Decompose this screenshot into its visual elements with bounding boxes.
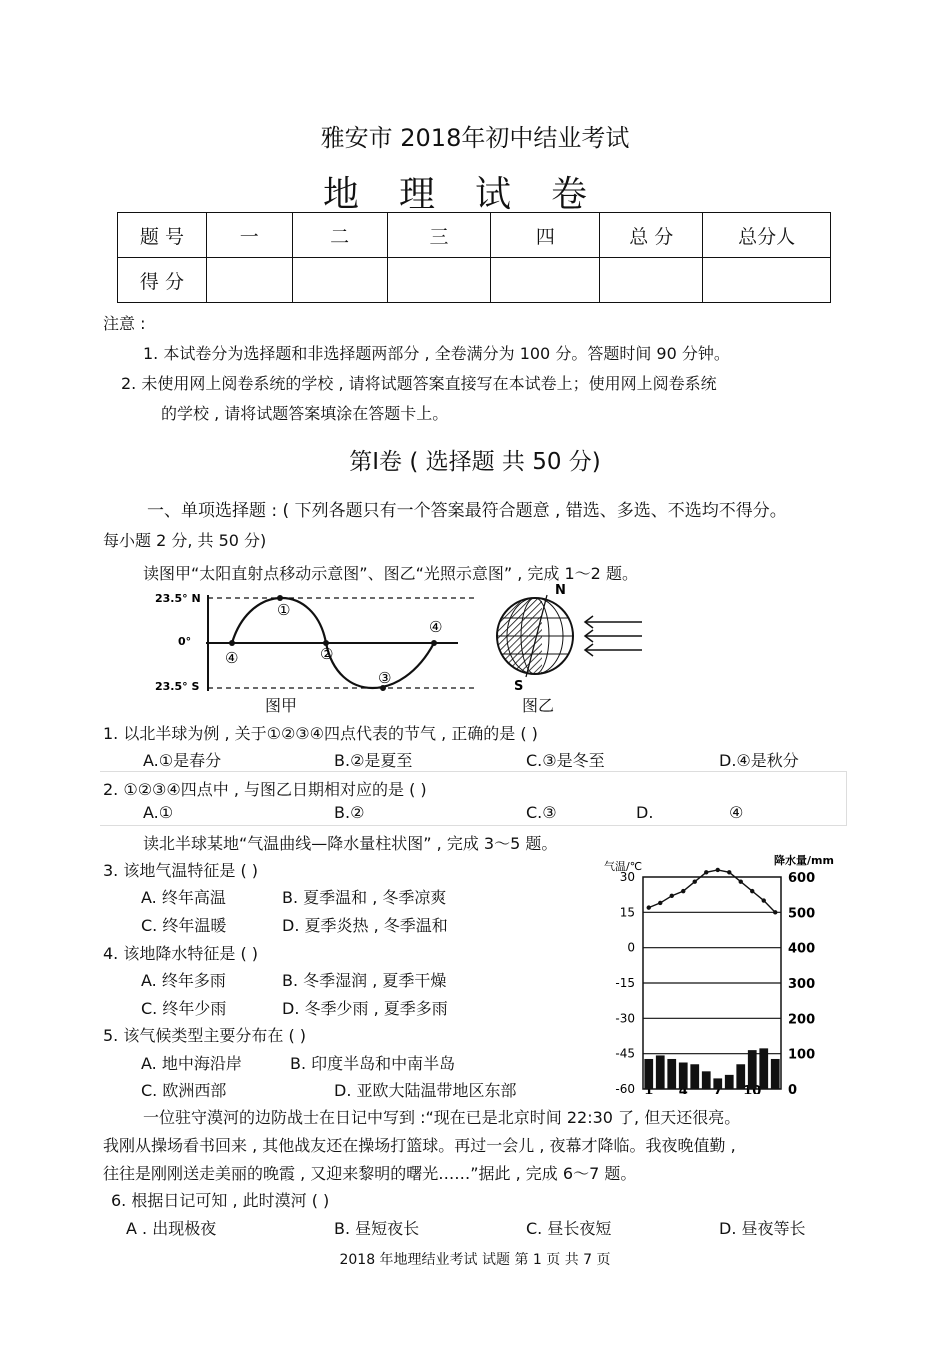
q3-stem: 3. 该地气温特征是 ( ): [103, 861, 259, 880]
precipitation-bar: [771, 1059, 780, 1089]
temperature-point: [773, 910, 777, 914]
intro-q1-2: 读图甲“太阳直射点移动示意图”、图乙“光照示意图” , 完成 1～2 题。: [143, 564, 638, 583]
q4-option-b[interactable]: B. 冬季湿润 , 夏季干燥: [282, 971, 447, 990]
score-header-part4: 四: [491, 213, 600, 258]
q6-option-b[interactable]: B. 昼短夜长: [334, 1219, 420, 1238]
score-cell[interactable]: [703, 258, 831, 303]
q4-option-c[interactable]: C. 终年少雨: [141, 999, 227, 1018]
marker-2: ②: [320, 645, 334, 663]
q6-option-a[interactable]: A . 出现极夜: [126, 1219, 217, 1238]
climate-chart: [596, 848, 848, 1094]
score-header-grader: 总分人: [703, 213, 831, 258]
label-south-pole: S: [514, 679, 524, 694]
marker-3: ③: [378, 669, 392, 687]
precipitation-bar: [702, 1071, 711, 1089]
passage-line-1: 一位驻守漠河的边防战士在日记中写到 :“现在已是北京时间 22:30 了, 但天还很亮。: [143, 1108, 741, 1127]
temperature-point: [750, 889, 754, 893]
q2-option-d-value: ④: [729, 803, 744, 822]
temperature-point: [762, 898, 766, 902]
precipitation-bar: [644, 1059, 653, 1089]
q3-option-c[interactable]: C. 终年温暖: [141, 916, 227, 935]
q4-option-d[interactable]: D. 冬季少雨 , 夏季多雨: [282, 999, 448, 1018]
temperature-point: [670, 894, 674, 898]
score-table-header-row: [118, 213, 831, 258]
precipitation-bar: [725, 1075, 734, 1089]
temperature-point: [693, 880, 697, 884]
precipitation-bar: [679, 1063, 688, 1090]
part1-heading: 一、单项选择题 : ( 下列各题只有一个答案最符合题意 , 错选、多选、不选均不得分。: [147, 501, 787, 521]
score-header-part1: 一: [206, 213, 292, 258]
score-cell[interactable]: [206, 258, 292, 303]
label-tropic-south: 23.5° S: [155, 680, 200, 693]
chart-left-tick-label: 0: [627, 940, 635, 955]
intro-q3-5: 读北半球某地“气温曲线—降水量柱状图” , 完成 3～5 题。: [143, 834, 558, 853]
q2-option-b[interactable]: B.②: [334, 803, 365, 822]
temperature-point: [716, 868, 720, 872]
q2-stem: 2. ①②③④四点中 , 与图乙日期相对应的是 ( ): [103, 780, 427, 799]
precipitation-bar: [748, 1050, 757, 1089]
precipitation-bar: [736, 1064, 745, 1089]
q6-option-d[interactable]: D. 昼夜等长: [719, 1219, 806, 1238]
exam-title: 雅安市 2018年初中结业考试: [320, 124, 630, 152]
precipitation-bar: [690, 1064, 699, 1089]
marker-4-left: ④: [225, 649, 239, 667]
q5-stem: 5. 该气候类型主要分布在 ( ): [103, 1026, 307, 1045]
q5-option-c[interactable]: C. 欧洲西部: [141, 1081, 227, 1100]
q4-option-a[interactable]: A. 终年多雨: [141, 971, 226, 990]
q6-option-c[interactable]: C. 昼长夜短: [526, 1219, 612, 1238]
precipitation-bar: [656, 1055, 665, 1089]
score-row-label: 得 分: [118, 258, 207, 303]
q2-option-a[interactable]: A.①: [143, 803, 174, 822]
page-footer: 2018 年地理结业考试 试题 第 1 页 共 7 页: [339, 1252, 611, 1268]
score-cell[interactable]: [387, 258, 491, 303]
score-table: [117, 212, 831, 303]
q1-stem: 1. 以北半球为例 , 关于①②③④四点代表的节气 , 正确的是 ( ): [103, 724, 538, 743]
q1-option-a[interactable]: A.①是春分: [143, 751, 222, 770]
q6-stem: 6. 根据日记可知 , 此时漠河 ( ): [111, 1191, 330, 1210]
note-2: 2. 未使用网上阅卷系统的学校 , 请将试题答案直接写在本试卷上；使用网上阅卷系统: [121, 374, 717, 393]
passage-line-3: 往往是刚刚送走美丽的晚霞 , 又迎来黎明的曙光……”据此 , 完成 6～7 题。: [103, 1164, 637, 1183]
chart-left-tick-label: -30: [615, 1011, 635, 1026]
score-header-label: 题 号: [118, 213, 207, 258]
q2-option-d[interactable]: D.: [636, 803, 654, 822]
chart-left-axis-title: 气温/℃: [604, 860, 643, 873]
q3-option-b[interactable]: B. 夏季温和 , 冬季凉爽: [282, 888, 447, 907]
chart-right-tick-label: 200: [788, 1012, 816, 1028]
figure-sun-movement: [140, 585, 480, 715]
q1-option-c[interactable]: C.③是冬至: [526, 751, 605, 770]
label-equator: 0°: [178, 635, 192, 648]
q3-option-d[interactable]: D. 夏季炎热 , 冬季温和: [282, 916, 448, 935]
chart-right-tick-label: 500: [788, 906, 816, 922]
chart-right-tick-label: 100: [788, 1047, 816, 1063]
part1-heading-cont: 每小题 2 分, 共 50 分): [103, 531, 267, 550]
figure-jia-caption: 图甲: [265, 696, 298, 715]
temperature-point: [647, 905, 651, 909]
q1-option-d[interactable]: D.④是秋分: [719, 751, 799, 770]
score-header-part2: 二: [292, 213, 387, 258]
chart-left-tick-label: 15: [619, 905, 635, 920]
score-header-part3: 三: [387, 213, 491, 258]
marker-4-right: ④: [429, 618, 443, 636]
section-title: 第Ⅰ卷 ( 选择题 共 50 分): [349, 449, 601, 475]
passage-line-2: 我刚从操场看书回来 , 其他战友还在操场打篮球。再过一会儿 , 夜幕才降临。我夜晚值勤 ,: [103, 1136, 736, 1155]
score-cell[interactable]: [600, 258, 703, 303]
q1-option-b[interactable]: B.②是夏至: [334, 751, 413, 770]
precipitation-bar: [759, 1048, 768, 1089]
temperature-point: [681, 889, 685, 893]
note-1: 1. 本试卷分为选择题和非选择题两部分 , 全卷满分为 100 分。答题时间 90 分钟。: [143, 344, 730, 363]
exam-subject-title: 地理试卷: [322, 174, 627, 215]
temperature-point: [739, 880, 743, 884]
note-2-cont: 的学校 , 请将试题答案填涂在答题卡上。: [161, 404, 449, 423]
precipitation-bar: [667, 1059, 676, 1089]
chart-left-tick-label: -15: [615, 976, 635, 990]
q2-option-c[interactable]: C.③: [526, 803, 557, 822]
chart-right-tick-label: 300: [788, 977, 816, 992]
temperature-point: [658, 901, 662, 905]
figure-illumination: [490, 582, 650, 694]
chart-right-tick-label: 0: [788, 1083, 798, 1094]
figure-yi-caption: 图乙: [522, 696, 555, 715]
score-table-score-row: [118, 258, 831, 303]
q5-option-d[interactable]: D. 亚欧大陆温带地区东部: [334, 1081, 517, 1100]
chart-left-tick-label: -45: [615, 1046, 635, 1061]
q5-option-b[interactable]: B. 印度半岛和中南半岛: [290, 1054, 456, 1073]
notes-label: 注意 :: [103, 314, 146, 333]
chart-right-tick-label: 400: [788, 941, 816, 957]
temperature-point: [704, 870, 708, 874]
score-header-total: 总 分: [600, 213, 703, 258]
temperature-point: [727, 870, 731, 874]
score-cell[interactable]: [491, 258, 600, 303]
marker-1: ①: [277, 601, 291, 619]
q5-option-a[interactable]: A. 地中海沿岸: [141, 1054, 242, 1073]
chart-left-tick-label: 30: [619, 870, 635, 884]
q3-option-a[interactable]: A. 终年高温: [141, 888, 226, 907]
q4-stem: 4. 该地降水特征是 ( ): [103, 944, 259, 963]
label-tropic-north: 23.5° N: [155, 592, 201, 605]
chart-right-axis-title: 降水量/mm: [774, 854, 834, 867]
chart-left-tick-label: -60: [615, 1082, 635, 1094]
label-north-pole: N: [555, 583, 566, 598]
chart-right-tick-label: 600: [788, 871, 816, 886]
precipitation-bar: [713, 1078, 722, 1089]
score-cell[interactable]: [292, 258, 387, 303]
